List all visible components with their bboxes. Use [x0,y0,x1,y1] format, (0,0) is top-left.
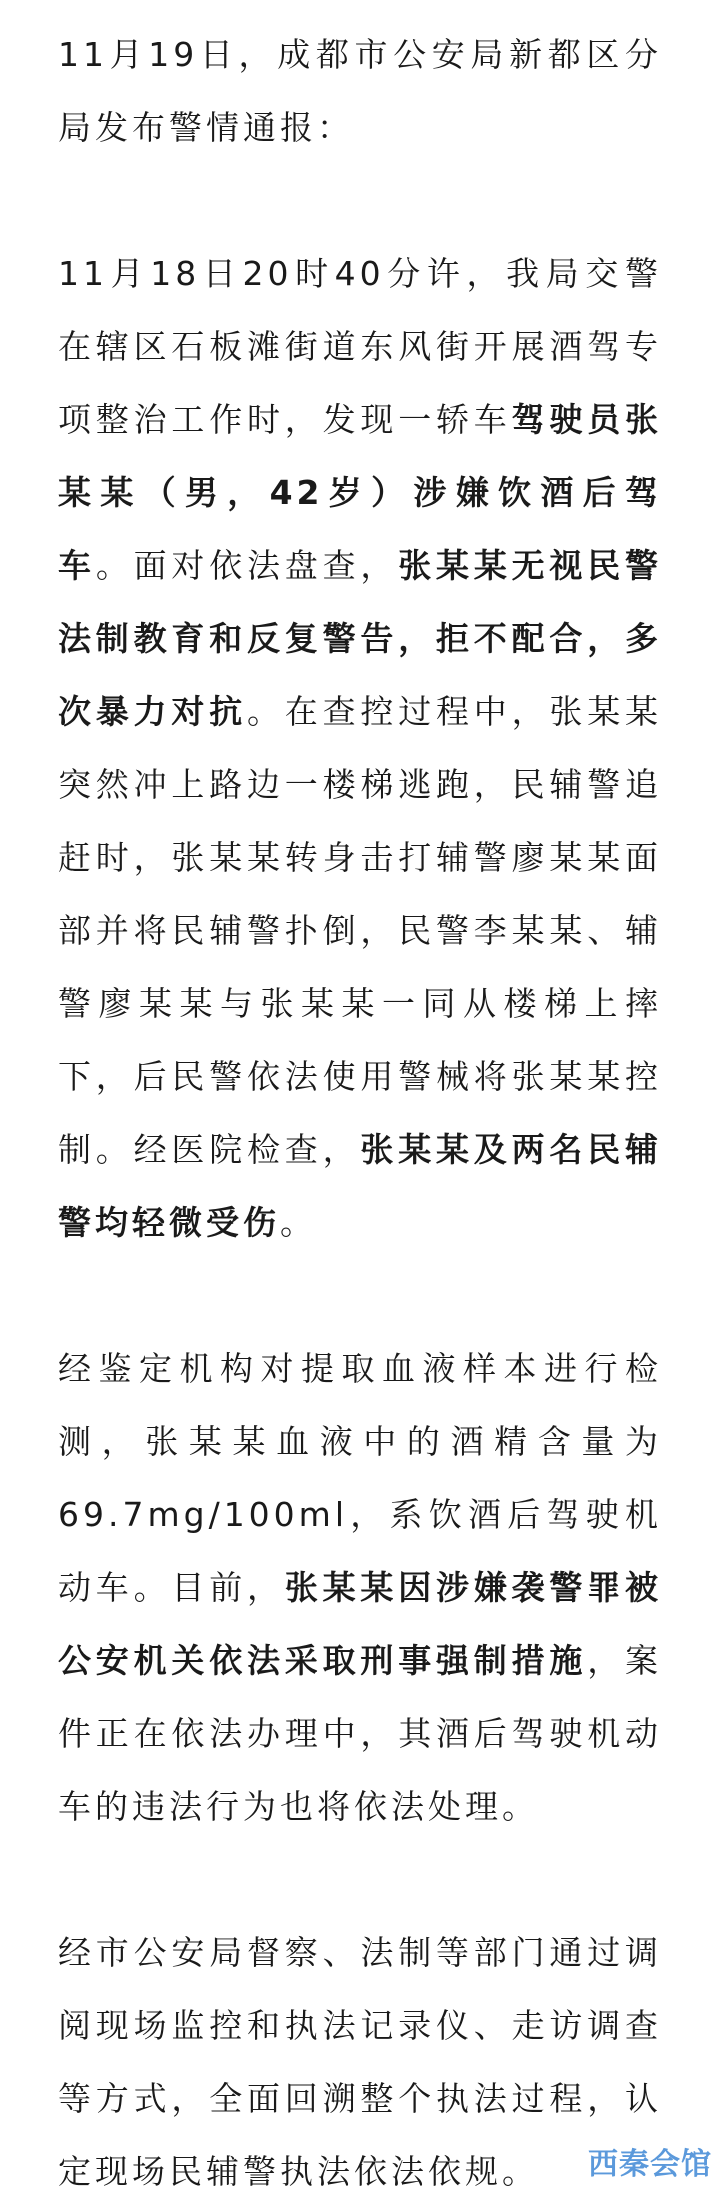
paragraph-test-result [58,1332,662,1843]
text-segment: 。在查控过程中，张某某突然冲上路边一楼梯逃跑，民辅警追赶时，张某某转身击打辅警廖某某面部并将民辅警扑倒，民警李某某、辅警廖某某与张某某一同从楼梯上摔下，后民警依法使用警械将张某某控制。经医院检查， [58,692,663,1169]
text-segment: 经鉴定机构对提取血液样本进行检测，张某某血液中的酒精含量为69.7mg/100ml，系饮酒后驾驶机动车。目前， [58,1349,662,1607]
bold-text-segment: 张某某因涉嫌袭警罪被公安机关依法采取刑事强制措施 [58,1568,663,1680]
paragraph-incident [58,237,662,1259]
text-segment: 11月19日，成都市公安局新都区分局发布警情通报： [58,35,662,147]
bold-text-segment: 张某某无视民警法制教育和反复警告，拒不配合，多次暴力对抗 [58,546,663,731]
text-segment: 经市公安局督察、法制等部门通过调阅现场监控和执法记录仪、走访调查等方式，全面回溯整个执法过程，认定现场民辅警执法依法依规。 [58,1933,662,2191]
paragraph-announcement [58,18,662,164]
bold-text-segment: 驾驶员张某某（男，42岁）涉嫌饮酒后驾车 [58,400,663,585]
article-body [58,18,662,2208]
watermark-logo: 西秦会馆 [588,2147,712,2182]
bold-text-segment: 张某某及两名民辅警均轻微受伤 [58,1130,663,1242]
text-segment: 11月18日20时40分许，我局交警在辖区石板滩街道东风街开展酒驾专项整治工作时，发现一轿车 [58,254,662,439]
paragraph-review [58,1916,662,2208]
text-segment: 。面对依法盘查， [95,546,399,585]
text-segment: ，案件正在依法办理中，其酒后驾驶机动车的违法行为也将依法处理。 [58,1641,663,1826]
text-segment: 。 [280,1203,317,1242]
